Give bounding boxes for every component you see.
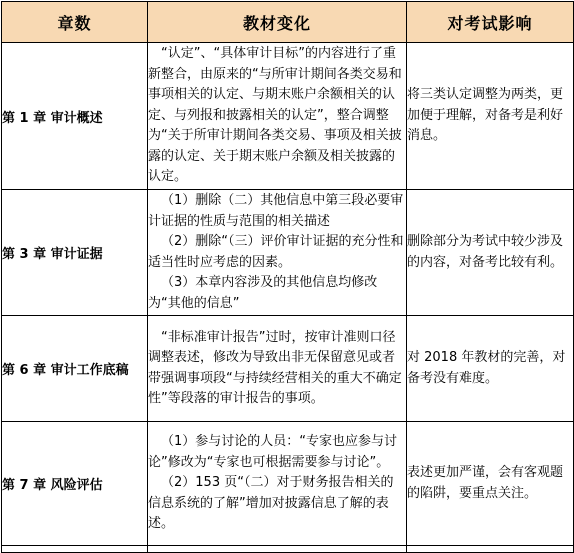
empty-cell — [148, 546, 407, 553]
table-row — [2, 422, 574, 546]
table-row — [2, 190, 574, 316]
table-row — [2, 316, 574, 422]
change-cell — [148, 422, 407, 546]
change-text: “非标准审计报告”过时，按审计准则口径调整表述，修改为导致出非无保留意见或者带强调事项段“与持续经营相关的重大不确定性”等段落的审计报告的事项。 — [148, 329, 402, 406]
change-cell — [148, 316, 407, 422]
impact-cell: 删除部分为考试中较少涉及的内容，对备考比较有利。 — [407, 190, 574, 316]
table-row-partial — [2, 546, 574, 553]
header-impact: 对考试影响 — [407, 2, 574, 43]
chapter-cell: 第 6 章 审计工作底稿 — [2, 316, 148, 422]
header-chapter: 章数 — [2, 2, 148, 43]
change-text: （2）删除“（三）评价审计证据的充分性和适当性时应考虑的因素。 — [148, 234, 404, 270]
chapter-cell: 第 3 章 审计证据 — [2, 190, 148, 316]
chapter-cell: 第 1 章 审计概述 — [2, 43, 148, 190]
impact-cell: 将三类认定调整为两类，更加便于理解，对备考是利好消息。 — [407, 43, 574, 190]
chapter-cell: 第 7 章 风险评估 — [2, 422, 148, 546]
impact-cell: 对 2018 年教材的完善，对备考没有难度。 — [407, 316, 574, 422]
comparison-table — [1, 1, 574, 553]
change-text: （2）153 页“（二）对于财务报告相关的信息系统的了解”增加对披露信息了解的表述。 — [148, 475, 394, 532]
change-text: （1）参与讨论的人员：“专家也应参与讨论”修改为“专家也可根据需要参与讨论”。 — [148, 434, 398, 470]
header-row — [2, 2, 574, 43]
change-text: （1）删除（二）其他信息中第三段必要审计证据的性质与范围的相关描述 — [148, 193, 404, 229]
change-cell — [148, 190, 407, 316]
table-row — [2, 43, 574, 190]
empty-cell — [2, 546, 148, 553]
change-cell — [148, 43, 407, 190]
header-change: 教材变化 — [148, 2, 407, 43]
change-text: （3）本章内容涉及的其他信息均修改为“其他的信息” — [148, 275, 378, 311]
empty-cell — [407, 546, 574, 553]
impact-cell: 表述更加严谨，会有客观题的陷阱，要重点关注。 — [407, 422, 574, 546]
change-text: “认定”、“具体审计目标”的内容进行了重新整合，由原来的“与所审计期间各类交易和事项相关的认定、与期末账户余额相关的认定、与列报和披露相关的认定”，整合调整为“关于所审计期间各类交易、事项及相关披露的认定、关于期末账户余额及相关披露的认定。 — [148, 46, 402, 185]
